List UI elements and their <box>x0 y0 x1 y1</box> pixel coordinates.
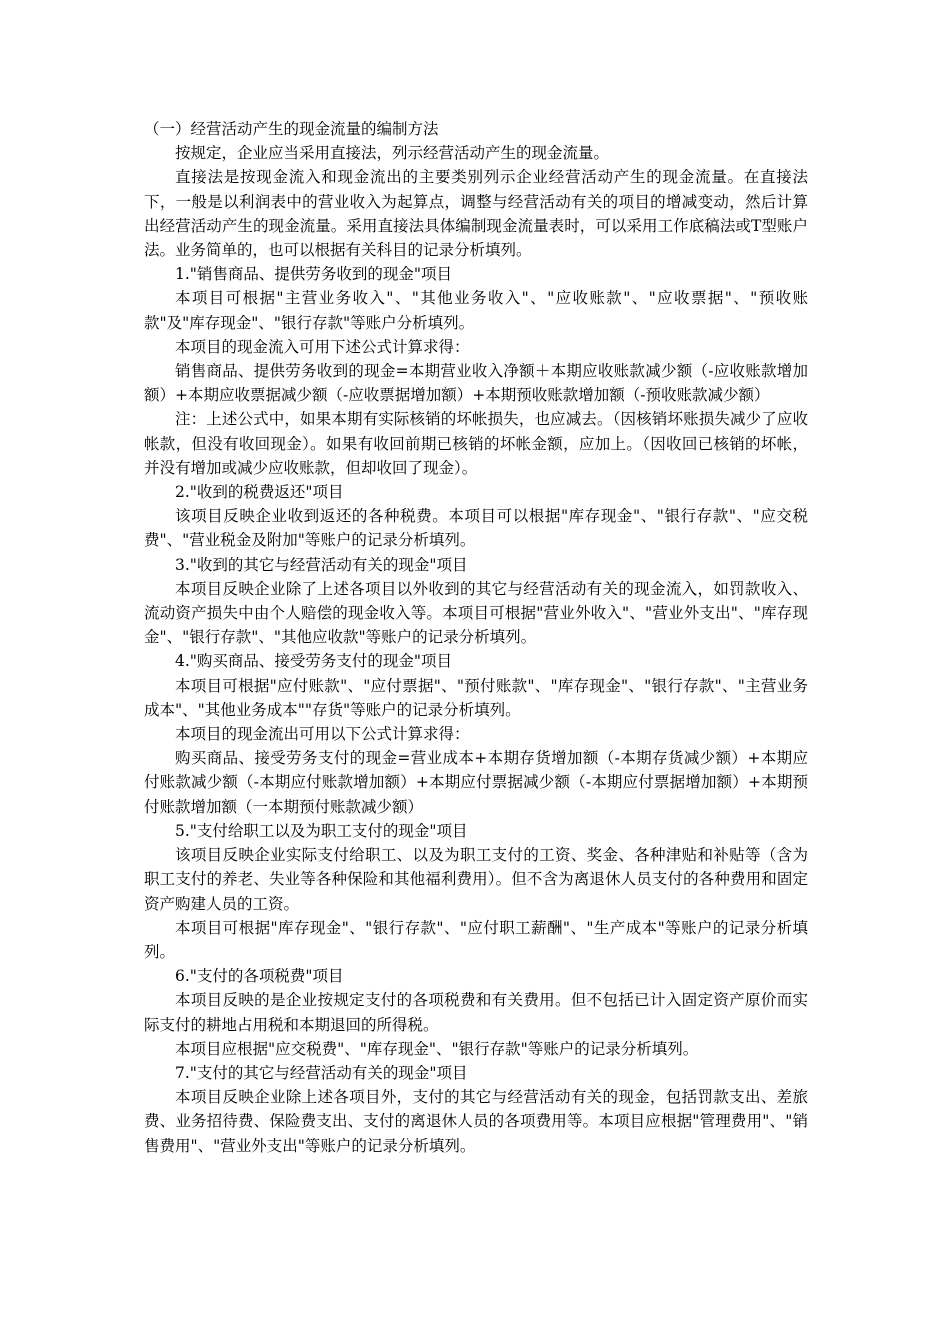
paragraph: 本项目反映企业除了上述各项目以外收到的其它与经营活动有关的现金流入，如罚款收入、流动资产损失中由个人赔偿的现金收入等。本项目可根据"营业外收入"、"营业外支出"、"库存现金"、"银行存款"、"其他应收款"等账户的记录分析填列。 <box>144 579 808 647</box>
note-paragraph: 注：上述公式中，如果本期有实际核销的坏帐损失，也应减去。（因核销坏账损失减少了应收帐款，但没有收回现金）。如果有收回前期已核销的坏帐金额，应加上。（因收回已核销的坏帐，并没有增加或减少应收账款，但却收回了现金）。 <box>144 410 808 477</box>
item-heading-7: 7."支付的其它与经营活动有关的现金"项目 <box>175 1063 468 1082</box>
paragraph: 本项目可根据"库存现金"、"银行存款"、"应付职工薪酬"、"生产成本"等账户的记录分析填列。 <box>144 918 808 961</box>
paragraph: 本项目可根据"应付账款"、"应付票据"、"预付账款"、"库存现金"、"银行存款"、"主营业务成本"、"其他业务成本""存货"等账户的记录分析填列。 <box>144 676 808 719</box>
paragraph: 本项目反映的是企业按规定支付的各项税费和有关费用。但不包括已计入固定资产原价而实际支付的耕地占用税和本期退回的所得税。 <box>144 991 808 1034</box>
paragraph: 本项目反映企业除上述各项目外，支付的其它与经营活动有关的现金，包括罚款支出、差旅费、业务招待费、保险费支出、支付的离退休人员的各项费用等。本项目应根据"管理费用"、"销售费用"、"营业外支出"等账户的记录分析填列。 <box>144 1088 808 1155</box>
document-body <box>144 117 808 1158</box>
item-heading-2: 2."收到的税费返还"项目 <box>175 483 344 502</box>
paragraph: 本项目的现金流出可用以下公式计算求得： <box>175 725 470 744</box>
formula-paragraph: 购买商品、接受劳务支付的现金=营业成本+本期存货增加额（-本期存货减少额）+本期应付账款减少额（-本期应付账款增加额）+本期应付票据减少额（-本期应付票据增加额）+本期预付账款增加额（一本期预付账款减少额） <box>144 749 808 816</box>
section-heading: （一）经营活动产生的现金流量的编制方法 <box>144 120 439 138</box>
formula-paragraph: 销售商品、提供劳务收到的现金=本期营业收入净额＋本期应收账款减少额（-应收账款增加额）+本期应收票据减少额（-应收票据增加额）+本期预收账款增加额（-预收账款减少额） <box>144 362 808 405</box>
paragraph: 该项目反映企业实际支付给职工、以及为职工支付的工资、奖金、各种津贴和补贴等（含为职工支付的养老、失业等各种保险和其他福利费用）。但不含为离退休人员支付的各种费用和固定资产购建人员的工资。 <box>144 846 808 913</box>
item-heading-5: 5."支付给职工以及为职工支付的现金"项目 <box>175 821 468 840</box>
paragraph-direct-method: 直接法是按现金流入和现金流出的主要类别列示企业经营活动产生的现金流量。在直接法下，一般是以利润表中的营业收入为起算点，调整与经营活动有关的项目的增减变动，然后计算出经营活动产生的现金流量。采用直接法具体编制现金流量表时，可以采用工作底稿法或T型账户法。业务简单的，也可以根据有关科目的记录分析填列。 <box>144 168 808 260</box>
item-heading-3: 3."收到的其它与经营活动有关的现金"项目 <box>175 555 468 574</box>
item-heading-4: 4."购买商品、接受劳务支付的现金"项目 <box>175 652 453 671</box>
paragraph: 该项目反映企业收到返还的各种税费。本项目可以根据"库存现金"、"银行存款"、"应交税费"、"营业税金及附加"等账户的记录分析填列。 <box>144 507 808 550</box>
paragraph-intro: 按规定，企业应当采用直接法，列示经营活动产生的现金流量。 <box>175 144 610 163</box>
paragraph: 本项目的现金流入可用下述公式计算求得： <box>175 337 470 356</box>
paragraph: 本项目可根据"主营业务收入"、"其他业务收入"、"应收账款"、"应收票据"、"预收账款"及"库存现金"、"银行存款"等账户分析填列。 <box>144 289 808 332</box>
item-heading-6: 6."支付的各项税费"项目 <box>175 967 344 986</box>
paragraph: 本项目应根据"应交税费"、"库存现金"、"银行存款"等账户的记录分析填列。 <box>175 1039 699 1058</box>
item-heading-1: 1."销售商品、提供劳务收到的现金"项目 <box>175 265 453 284</box>
